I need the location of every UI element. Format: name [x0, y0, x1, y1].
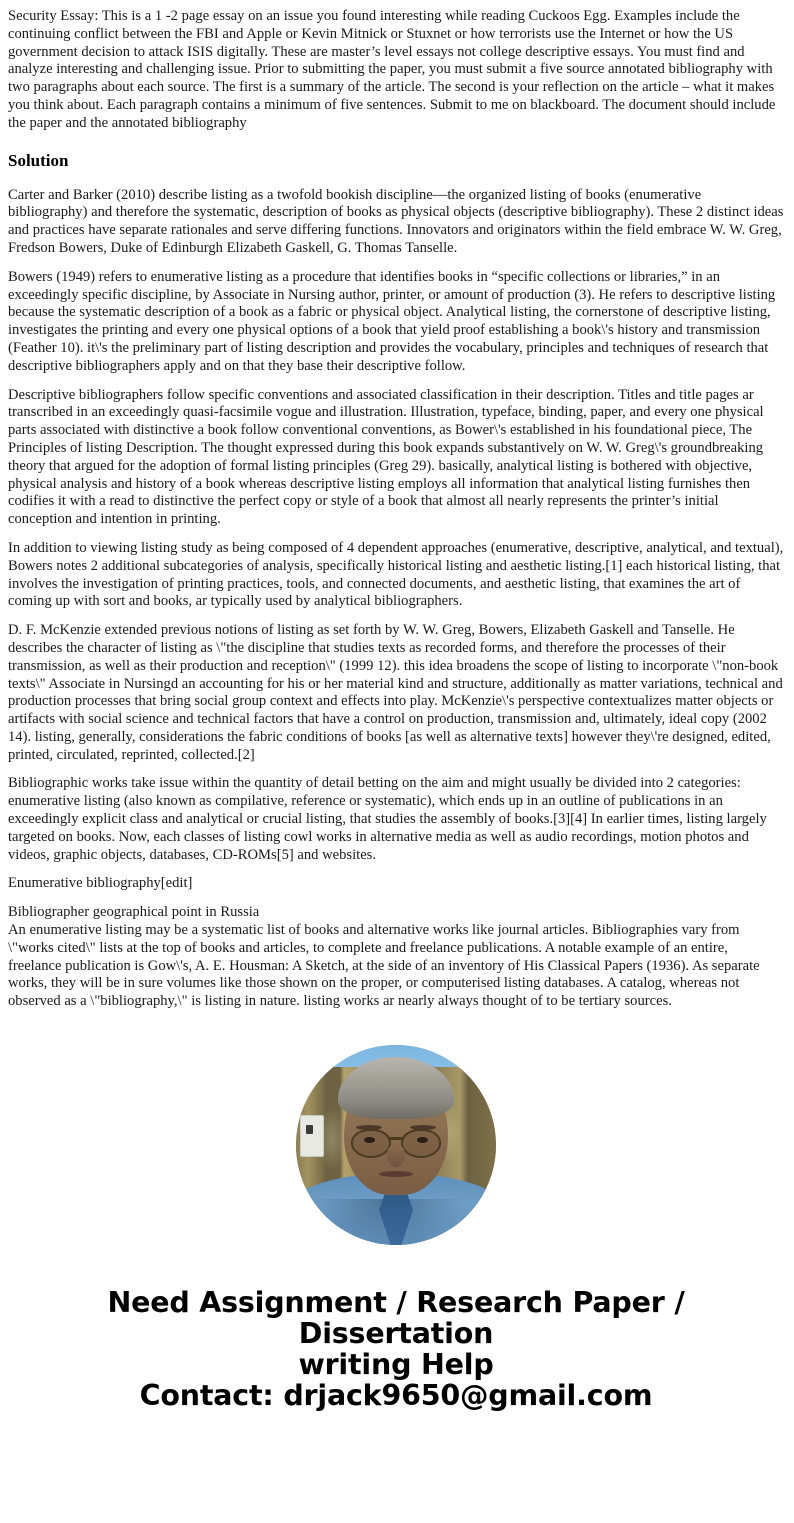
photo-light-switch [300, 1115, 324, 1157]
photo-caption: Bibliographer geographical point in Russia [8, 904, 260, 921]
photo-right-lens [401, 1129, 441, 1158]
footer-line-1: Need Assignment / Research Paper / Dissertation [107, 1286, 685, 1351]
contact-footer [8, 1287, 784, 1411]
solution-paragraph-6: Bibliographic works take issue within the quantity of detail betting on the aim and might usually be divided into 2 categories: enumerative listing (also known as compilative, reference or systematic), which ends up in an outline of publications in an exceedingly explicit class and analytical or crucial listing, that studies the assembly of books.[3][4] In earlier times, listing largely targeted on books. Now, each classes of listing cowl works in alternative media as well as audio recordings, motion photos and videos, graphic objects, databases, CD-ROMs[5] and websites. [8, 775, 767, 863]
solution-heading: Solution [8, 150, 69, 170]
solution-paragraph-2: Bowers (1949) refers to enumerative listing as a procedure that identifies books in “specific collections or libraries,” in an exceedingly specific discipline, by Associate in Nursing author, printer, or amount of production (3). He refers to descriptive listing because the systematic description of a book as a fabric or physical object. Analytical listing, the cornerstone of descriptive listing, investigates the printing and every one physical options of a book that yield proof establishing a book\'s history and transmission (Feather 10). it\'s the preliminary part of listing description and provides the vocabulary, principles and techniques of research that descriptive bibliographers apply and on that they base their descriptive follow. [8, 268, 776, 374]
photo-nose [387, 1145, 405, 1167]
profile-photo-container [8, 1045, 784, 1245]
enumerative-bibliography-section-label: Enumerative bibliography[edit] [8, 875, 193, 892]
enumerative-bibliography-paragraph: An enumerative listing may be a systematic list of books and alternative works like journal articles. Bibliographies vary from \"works cited\" lists at the top of books and articles, to complete and freelance publications. A notable example of an entire, freelance publication is Gow\'s, A. E. Housman: A Sketch, at the side of an inventory of His Classical Papers (1936). As separate works, they will be in sure volumes like those shown on the proper, or computerised listing databases. A catalog, whereas not observed as a \"bibliography,\" is listing in nature. listing works ar nearly always thought of to be tertiary sources. [8, 922, 760, 1010]
avatar [296, 1045, 496, 1245]
assignment-prompt-paragraph: Security Essay: This is a 1 -2 page essay on an issue you found interesting while reading Cuckoos Egg. Examples include the continuing conflict between the FBI and Apple or Kevin Mitnick or Stuxnet or how terrorists use the Internet or how the US government decision to attack ISIS digitally. These are master’s level essays not college descriptive essays. You must find and analyze interesting and challenging issue. Prior to submitting the paper, you must submit a five source annotated bibliography with two paragraphs about each source. The first is a summary of the article. The second is your reflection on the article – what it makes you think about. Each paragraph contains a minimum of five sentences. Submit to me on blackboard. The document should include the paper and the annotated bibliography [8, 8, 776, 131]
solution-paragraph-4: In addition to viewing listing study as being composed of 4 dependent approaches (enumerative, descriptive, analytical, and textual), Bowers notes 2 additional subcategories of analysis, specifically historical listing and aesthetic listing.[1] each historical listing, that involves the investigation of printing practices, tools, and connected documents, and aesthetic listing, that examines the art of coming up with sort and books, ar typically used by analytical bibliographers. [8, 539, 784, 610]
footer-line-3: Contact: drjack9650@gmail.com [139, 1379, 653, 1413]
solution-paragraph-3: Descriptive bibliographers follow specific conventions and associated classification in their description. Titles and title pages ar transcribed in an exceedingly quasi-facsimile vogue and illustration. Illustration, typeface, binding, paper, and every one physical parts associated with distinctive a book follow conventional conventions, as Bower\'s established in his foundational piece, The Principles of listing Description. The thought expressed during this book expands substantively on W. W. Greg\'s groundbreaking theory that argued for the adoption of formal listing principles (Greg 29). basically, analytical listing is bothered with objective, physical analysis and history of a book whereas descriptive listing employs all information that analytical listing furnishes then codifies it with a read to distinctive the perfect copy or style of a book that almost all nearly represents the printer’s initial conception and intention in printing. [8, 386, 764, 528]
photo-mouth [379, 1171, 413, 1177]
footer-line-2: writing Help [298, 1348, 494, 1382]
photo-left-lens [351, 1129, 391, 1158]
solution-paragraph-1: Carter and Barker (2010) describe listing as a twofold bookish discipline—the organized listing of books (enumerative bibliography) and therefore the systematic, description of books as physical objects (descriptive bibliography). These 2 distinct ideas and practices have separate rationales and serve differing functions. Innovators and originators within the field embrace W. W. Greg, Fredson Bowers, Duke of Edinburgh Elizabeth Gaskell, G. Thomas Tanselle. [8, 186, 784, 256]
solution-paragraph-5: D. F. McKenzie extended previous notions of listing as set forth by W. W. Greg, Bowers, Elizabeth Gaskell and Tanselle. He describes the character of listing as \"the discipline that studies texts as recorded forms, and therefore the processes of their transmission, as well as their production and reception\" (1999 12). this idea broadens the scope of listing to incorporate \"non-book texts\" Associate in Nursingd an accounting for his or her material kind and structure, additionally as matter variations, technical and production processes that bring social group context and effects into play. McKenzie\'s perspective contextualizes matter objects or artifacts with social science and technical factors that have a control on production, transmission and, ultimately, ideal copy (2002 14). listing, generally, considerations the fabric conditions of books [as well as alternative texts] however they\'re designed, edited, printed, circulated, reprinted, collected.[2] [8, 622, 783, 763]
